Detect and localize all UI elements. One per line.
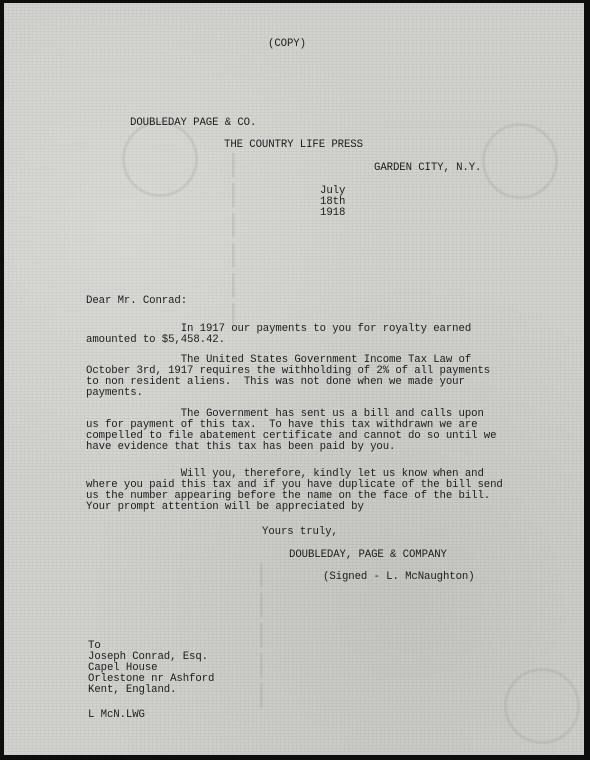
closing: Yours truly,	[262, 526, 338, 538]
company-name: DOUBLEDAY PAGE & CO.	[130, 117, 257, 129]
date-day: 18th	[320, 196, 346, 208]
address-line-2: Orlestone nr Ashford	[88, 673, 215, 685]
background-watermark: ─────	[243, 563, 280, 714]
signed-line: (Signed - L. McNaughton)	[323, 571, 475, 583]
paragraph-4: Will you, therefore, kindly let us know when and where you paid this tax and if you have duplicate of the bill send us the number appearing before the name on the face of the bill. Your prompt attention will be appreciated by	[86, 468, 503, 513]
signature-company: DOUBLEDAY, PAGE & COMPANY	[289, 549, 447, 561]
paragraph-3: The Government has sent us a bill and calls upon us for payment of this tax. To have this tax withdrawn we are compelled to file abatement certificate and cannot do so until we have evidence that this tax has been paid by you.	[86, 408, 497, 453]
background-seal	[482, 123, 558, 199]
copy-mark: (COPY)	[268, 38, 306, 50]
background-seal	[122, 121, 198, 197]
press-name: THE COUNTRY LIFE PRESS	[224, 139, 363, 151]
reference-initials: L McN.LWG	[88, 709, 145, 721]
background-watermark: ──────	[215, 153, 252, 334]
location: GARDEN CITY, N.Y.	[374, 162, 482, 174]
date-year: 1918	[320, 207, 346, 219]
paragraph-2: The United States Government Income Tax Law of October 3rd, 1917 requires the withholding of 2% of all payments to non resident aliens. This was not done when we made your payments.	[86, 354, 491, 399]
letter-page	[4, 3, 584, 755]
address-line-3: Kent, England.	[88, 684, 177, 696]
addressee-name: Joseph Conrad, Esq.	[88, 651, 208, 663]
background-seal	[504, 668, 580, 744]
date-month: July	[320, 185, 346, 197]
to-label: To	[88, 640, 101, 652]
paragraph-1: In 1917 our payments to you for royalty earned amounted to $5,458.42.	[86, 323, 472, 346]
salutation: Dear Mr. Conrad:	[86, 295, 188, 307]
address-line-1: Capel House	[88, 662, 158, 674]
